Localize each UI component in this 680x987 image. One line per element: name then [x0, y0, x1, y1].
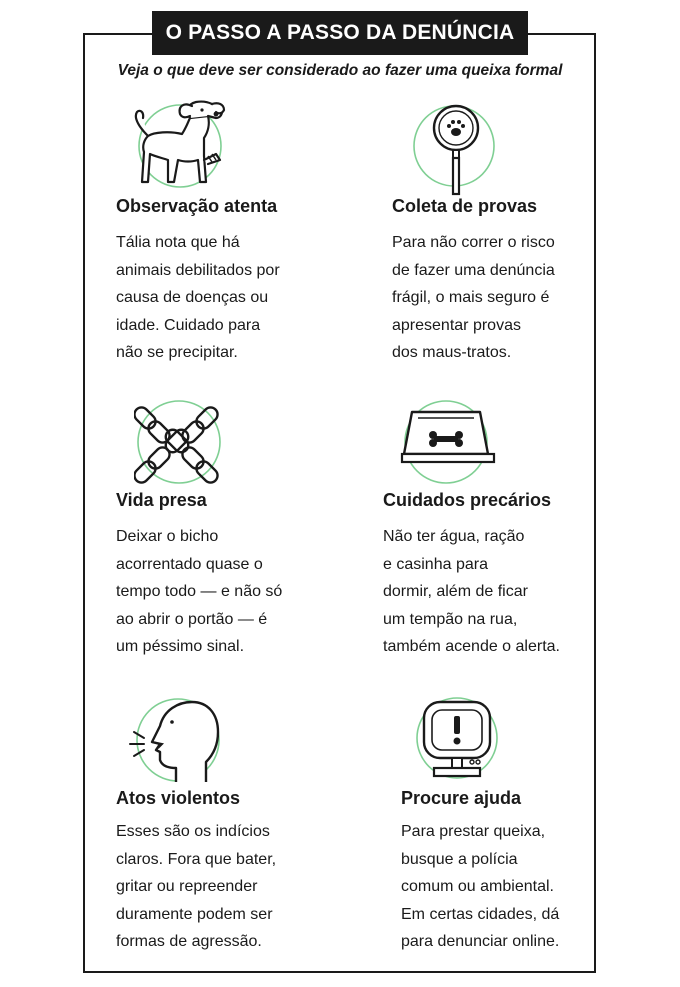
- dog-icon: [128, 98, 228, 190]
- item-description: Não ter água, ração e casinha para dormir, além de ficar um tempão na rua, também acende o alerta.: [383, 528, 560, 656]
- page-subtitle: Veja o que deve ser considerado ao fazer uma queixa formal: [117, 62, 563, 79]
- item-description: Deixar o bicho acorrentado quase o tempo todo — e não só ao abrir o portão — é um péssimo sinal.: [116, 528, 283, 656]
- item-description: Tália nota que há animais debilitados por causa de doenças ou idade. Cuidado para não se precipitar.: [116, 234, 280, 362]
- item-title: Atos violentos: [116, 788, 241, 808]
- item-title: Cuidados precários: [383, 490, 552, 510]
- magnifying-glass-paw-icon: [412, 98, 502, 198]
- alert-device-icon: [412, 694, 502, 786]
- shouting-head-icon: [124, 694, 224, 786]
- item-title: Vida presa: [116, 490, 207, 510]
- item-description: Esses são os indícios claros. Fora que bater, gritar ou repreender duramente podem ser formas de agressão.: [116, 823, 277, 951]
- item-title: Coleta de provas: [392, 196, 538, 216]
- chains-icon: [134, 398, 224, 488]
- item-description: Para não correr o risco de fazer uma denúncia frágil, o mais seguro é apresentar provas dos maus-tratos.: [392, 234, 555, 362]
- page-title: O PASSO A PASSO DA DENÚNCIA: [152, 11, 528, 55]
- item-title: Observação atenta: [116, 196, 278, 216]
- item-title: Procure ajuda: [401, 788, 522, 808]
- food-bowl-bone-icon: [398, 396, 498, 486]
- item-description: Para prestar queixa, busque a polícia comum ou ambiental. Em certas cidades, dá para denunciar online.: [401, 823, 560, 951]
